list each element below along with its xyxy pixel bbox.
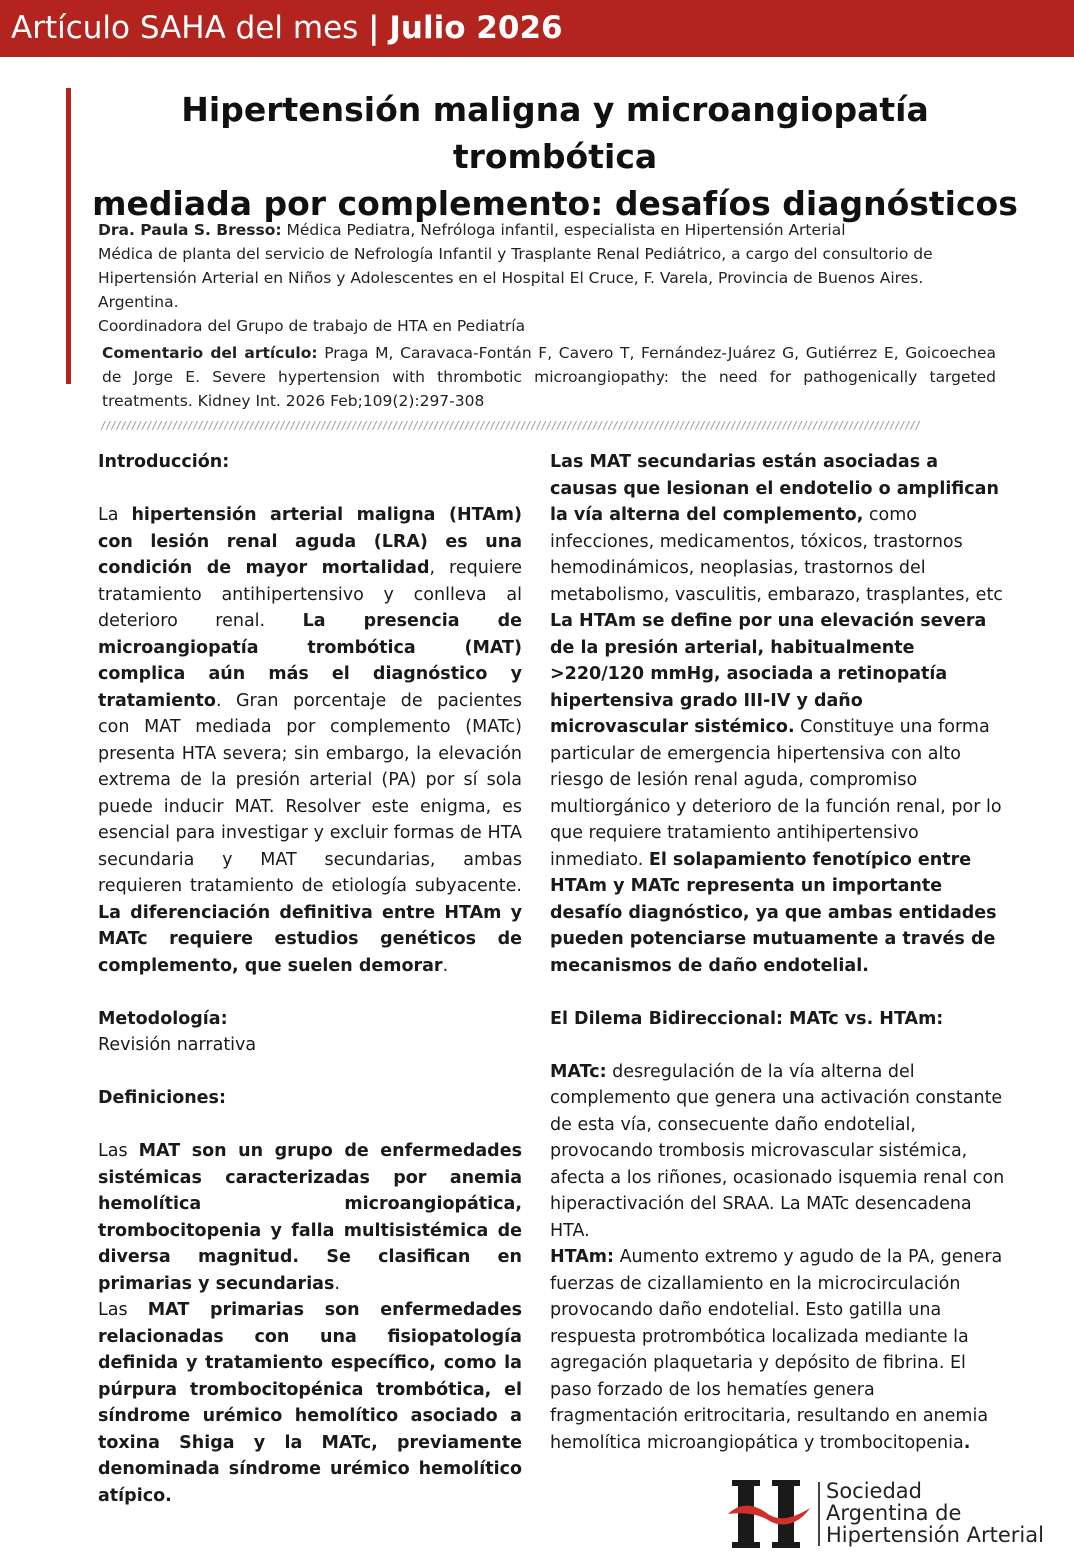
definitions-heading: Definiciones: xyxy=(98,1088,226,1108)
article-comment xyxy=(102,341,996,413)
accent-bar xyxy=(66,88,71,384)
saha-logo xyxy=(728,1478,1058,1550)
definitions-paragraph-1: Las MAT son un grupo de enfermedades sistémicas caracterizadas por anemia hemolítica microangiopática, trombocitopenia y falla multisistémica de diversa magnitud. Se clasifican en primarias y secundarias. xyxy=(98,1141,522,1294)
header-separator: | xyxy=(368,10,380,46)
logo-text xyxy=(826,1480,1044,1546)
secondary-mat-paragraph: Las MAT secundarias están asociadas a causas que lesionan el endotelio o amplifican la vía alterna del complemento, como infecciones, medicamentos, tóxicos, trastornos hemodinámicos, neoplasias, trastornos del metabolismo, vasculitis, embarazo, trasplantes, etc xyxy=(550,452,1003,605)
htam-definition-paragraph: La HTAm se define por una elevación severa de la presión arterial, habitualmente >220/120 mmHg, asociada a retinopatía hipertensiva grado III-IV y daño microvascular sistémico. Constituye una forma particular de emergencia hipertensiva con alto riesgo de lesión renal aguda, compromiso multiorgánico y deterioro de la función renal, por lo que requiere tratamiento antihipertensivo inmediato. El solapamiento fenotípico entre HTAm y MATc representa un importante desafío diagnóstico, ya que ambas entidades pueden potenciarse mutuamente a través de mecanismos de daño endotelial. xyxy=(550,611,1002,976)
issue-month: Julio 2026 xyxy=(389,10,563,46)
definitions-paragraph-2: Las MAT primarias son enfermedades relacionadas con una fisiopatología definida y tratamiento específico, como la púrpura trombocitopénica trombótica, el síndrome urémico hemolítico asociado a toxina Shiga y la MATc, previamente denominada síndrome urémico hemolítico atípico. xyxy=(98,1300,522,1506)
logo-divider xyxy=(818,1482,820,1546)
author-block xyxy=(98,218,998,338)
title-line-1: Hipertensión maligna y microangiopatía trombótica xyxy=(181,90,929,176)
saha-logo-mark-icon xyxy=(728,1478,812,1550)
method-heading: Metodología: xyxy=(98,1008,228,1029)
intro-paragraph: La hipertensión arterial maligna (HTAm) con lesión renal aguda (LRA) es una condición de mayor mortalidad, requiere tratamiento antihipertensivo y conlleva al deterioro renal. La presencia de microangiopatía trombótica (MAT) complica aún más el diagnóstico y tratamiento. Gran porcentaje de pacientes con MAT mediada por complemento (MATc) presenta HTA severa; sin embargo, la elevación extrema de la presión arterial (PA) por sí sola puede inducir MAT. Resolver este enigma, es esencial para investigar y excluir formas de HTA secundaria y MAT secundarias, ambas requieren tratamiento de etiología subyacente. La diferenciación definitiva entre HTAm y MATc requiere estudios genéticos de complemento, que suelen demorar. xyxy=(98,505,522,976)
section-divider: //////////////////////////////////////////////////////////////////////////////////////////////////////////////////////////////////////////////////////////////// xyxy=(100,420,920,432)
right-column xyxy=(550,449,1005,1456)
header-banner xyxy=(0,0,1074,57)
title-line-2: mediada por complemento: desafíos diagnósticos xyxy=(92,184,1018,223)
matc-paragraph: MATc: desregulación de la vía alterna del complemento que genera una activación constante de esta vía, consecuente daño endotelial, provocando trombosis microvascular sistémica, afecta a los riñones, ocasionado isquemia renal con hiperactivación del SRAA. La MATc desencadena HTA. xyxy=(550,1061,1005,1241)
logo-line-3: Hipertensión Arterial xyxy=(826,1523,1044,1547)
series-title: Artículo SAHA del mes xyxy=(11,10,359,46)
left-column xyxy=(98,449,522,1509)
author-line xyxy=(98,218,998,242)
dilemma-heading: El Dilema Bidireccional: MATc vs. HTAm: xyxy=(550,1008,944,1029)
article-title xyxy=(90,86,1020,227)
author-affiliation: Médica de planta del servicio de Nefrología Infantil y Trasplante Renal Pediátrico, a cargo del consultorio de Hipertensión Arterial en Niños y Adolescentes en el Hospital El Cruce, F. Varela, Provincia de Buenos Aires. Argentina. xyxy=(98,245,933,311)
logo-line-1: Sociedad xyxy=(826,1479,923,1503)
author-name: Dra. Paula S. Bresso: xyxy=(98,221,282,239)
intro-heading: Introducción: xyxy=(98,452,230,472)
author-group: Coordinadora del Grupo de trabajo de HTA en Pediatría xyxy=(98,317,526,335)
comment-label: Comentario del artículo: xyxy=(102,344,318,362)
comment-citation: Praga M, Caravaca-Fontán F, Cavero T, Fernández-Juárez G, Gutiérrez E, Goicoechea de Jorge E. Severe hypertension with thrombotic microangiopathy: the need for pathogenically targeted treatments. Kidney Int. 2026 Feb;109(2):297-308 xyxy=(102,344,996,410)
method-text: Revisión narrativa xyxy=(98,1035,257,1055)
logo-line-2: Argentina de xyxy=(826,1501,962,1525)
author-role: Médica Pediatra, Nefróloga infantil, especialista en Hipertensión Arterial xyxy=(281,221,846,239)
htam-paragraph: HTAm: Aumento extremo y agudo de la PA, genera fuerzas de cizallamiento en la microcirculación provocando daño endotelial. Esto gatilla una respuesta protrombótica localizada mediante la agregación plaquetaria y depósito de fibrina. El paso forzado de los hematíes genera fragmentación eritrocitaria, resultando en anemia hemolítica microangiopática y trombocitopenia. xyxy=(550,1247,1003,1453)
